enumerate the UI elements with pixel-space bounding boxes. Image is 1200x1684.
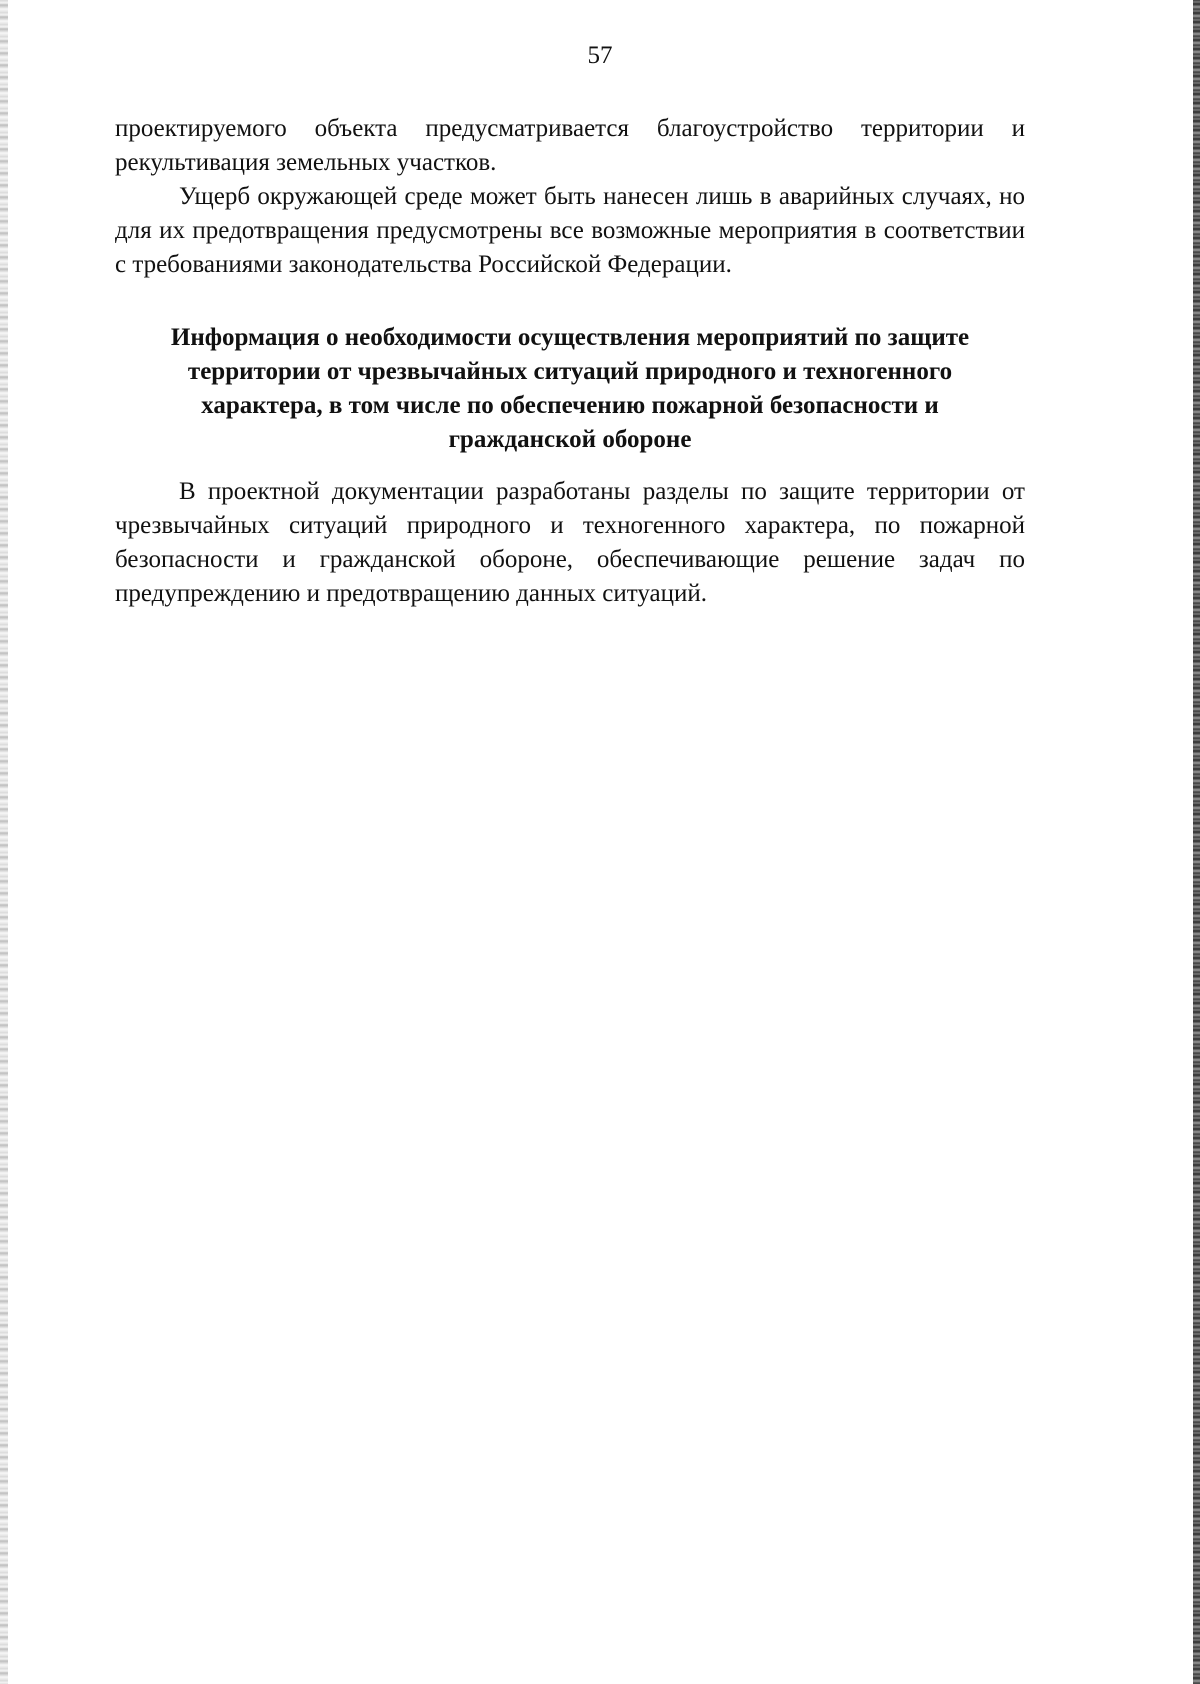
document-body (115, 112, 1025, 611)
heading-line: гражданской обороне (448, 426, 692, 453)
section-heading (115, 321, 1025, 457)
heading-line: территории от чрезвычайных ситуаций природного и техногенного (187, 358, 953, 385)
scan-edge-left (0, 0, 8, 1684)
scan-edge-right (1193, 0, 1200, 1684)
paragraph-damage: Ущерб окружающей среде может быть нанесен лишь в аварийных случаях, но для их предотвращения предусмотрены все возможные мероприятия в соответствии с требованиями законодательства Российской Федерации. (115, 183, 1025, 278)
paragraph-continuation: проектируемого объекта предусматривается благоустройство территории и рекультивация земельных участков. (115, 115, 1025, 176)
heading-line: Информация о необходимости осуществления мероприятий по защите (170, 324, 970, 351)
page-number: 57 (587, 42, 613, 69)
paragraph-design-documentation: В проектной документации разработаны разделы по защите территории от чрезвычайных ситуаций природного и техногенного характера, по пожарной безопасности и гражданской обороне, обеспечивающие решение задач по предупреждению и предотвращению данных ситуаций. (115, 478, 1025, 607)
heading-line: характера, в том числе по обеспечению пожарной безопасности и (201, 392, 939, 419)
